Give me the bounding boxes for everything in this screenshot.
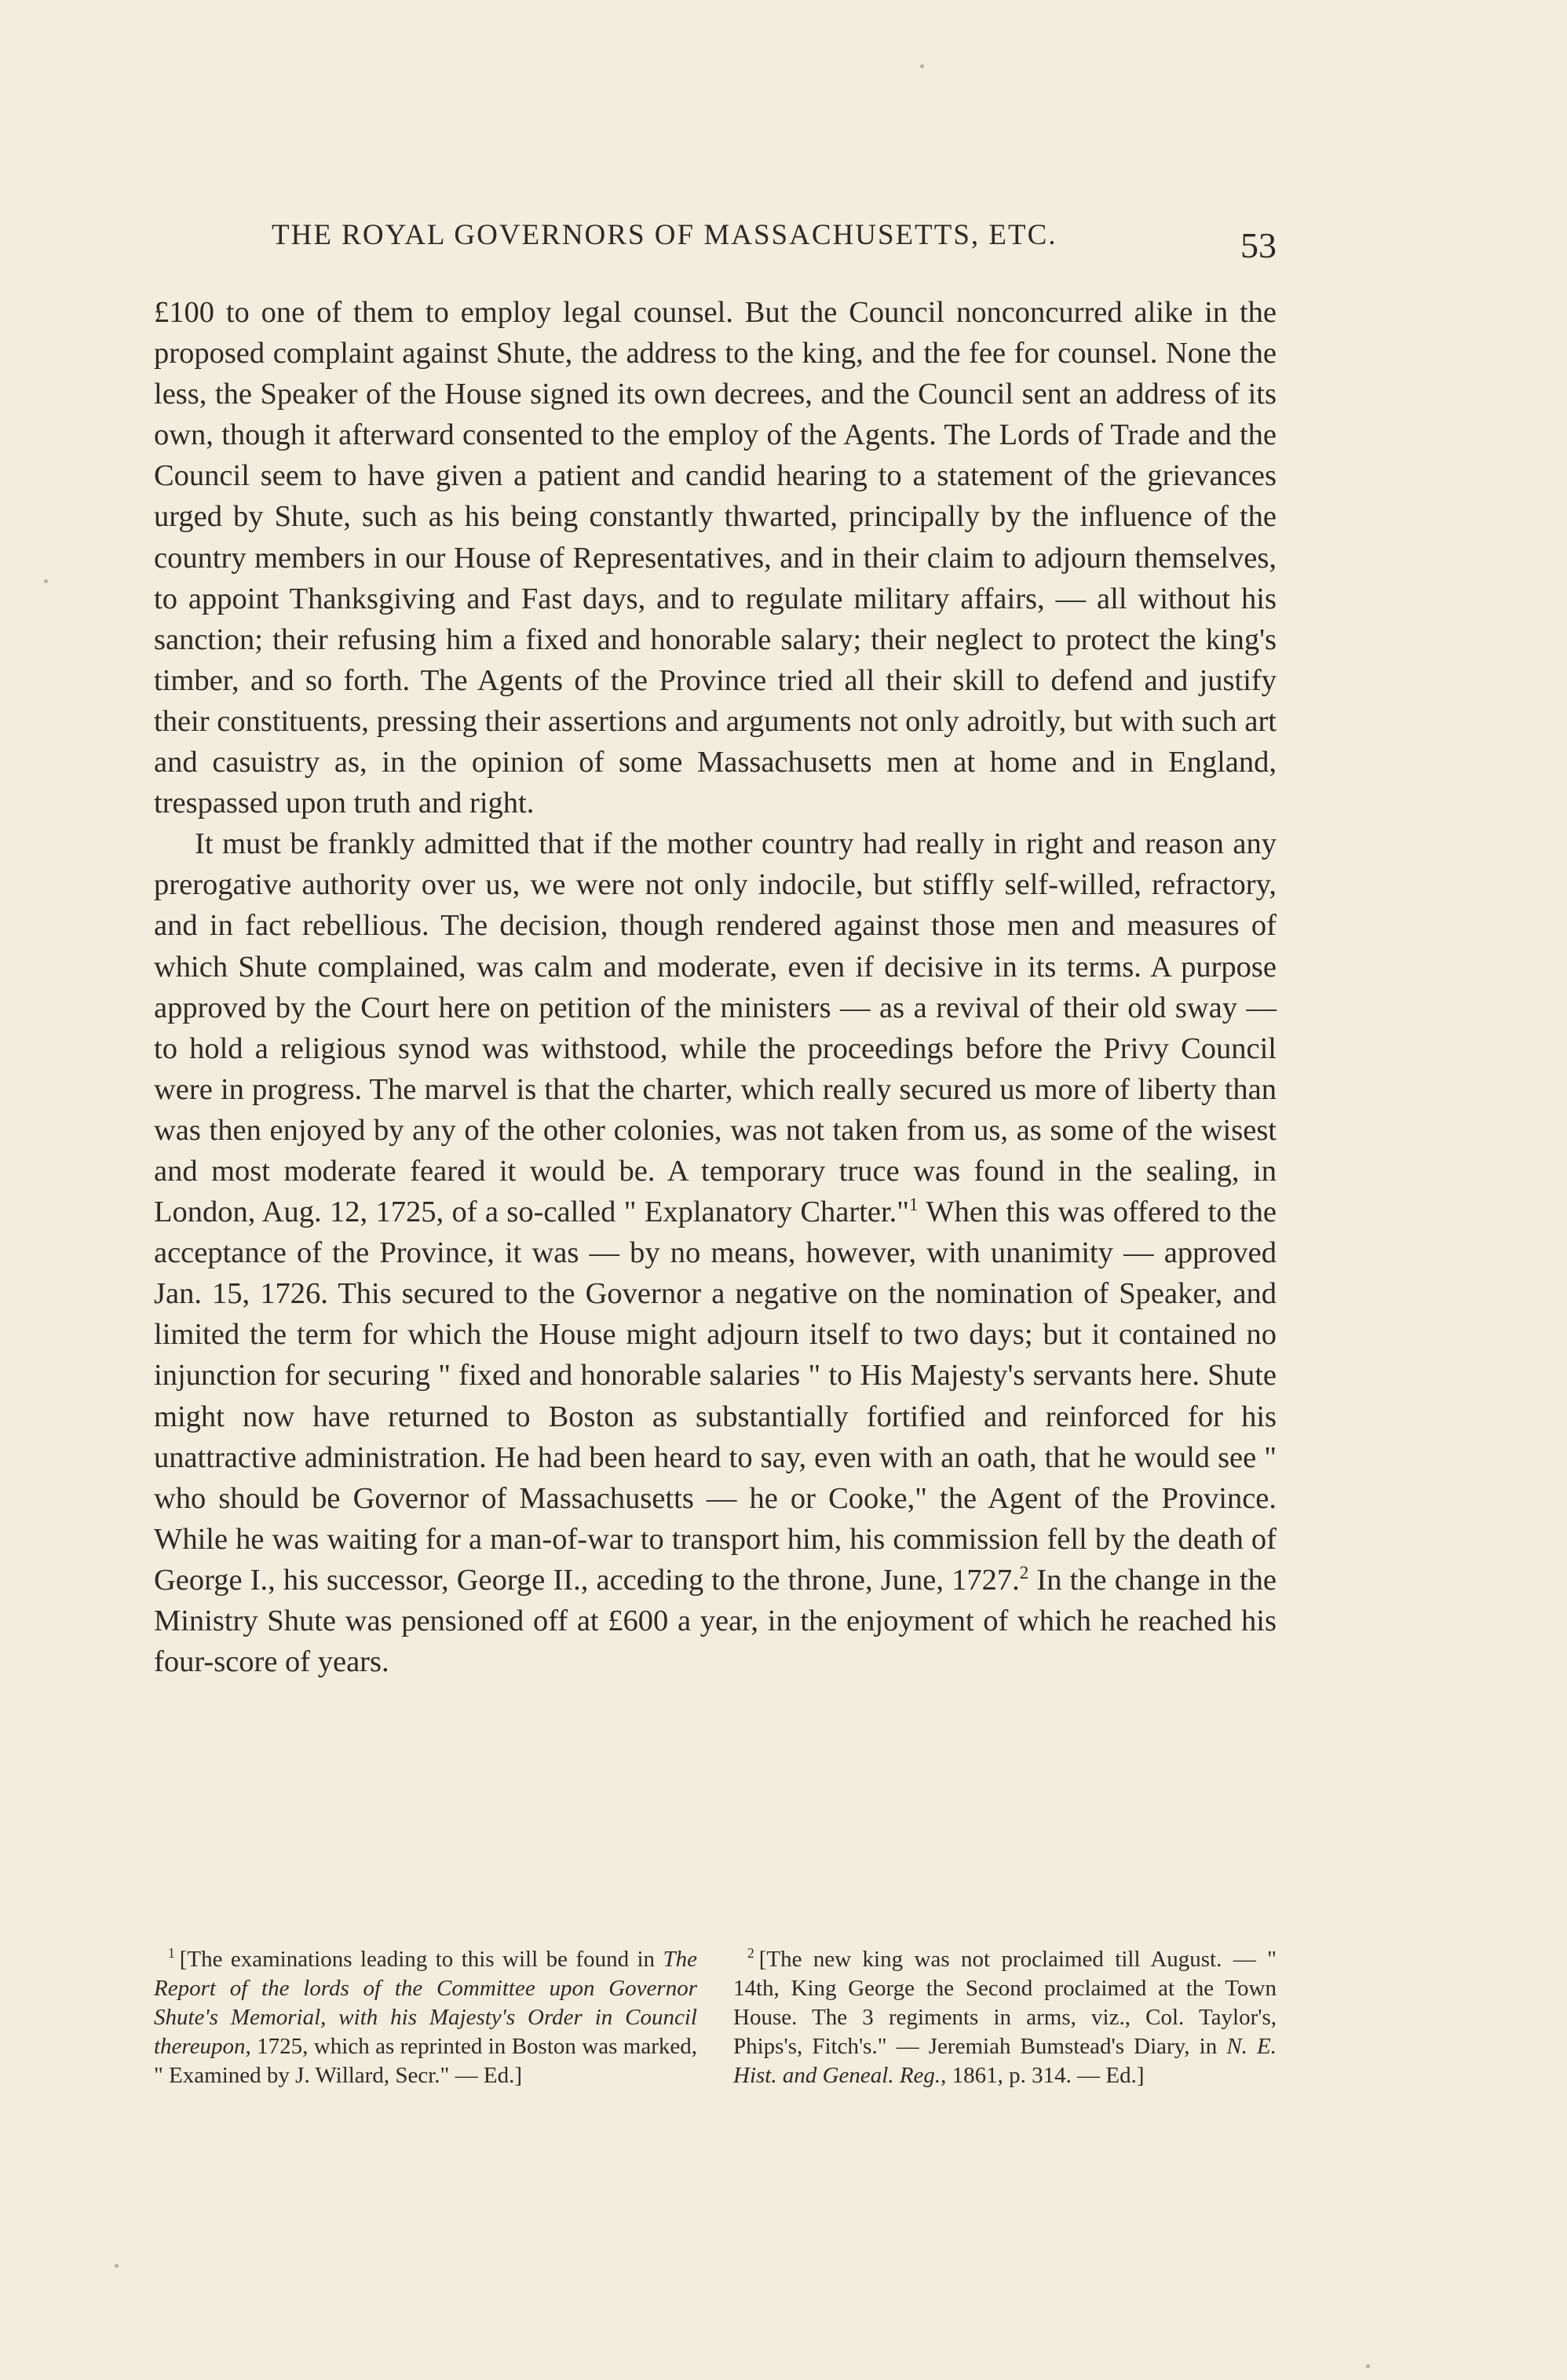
page-number: 53 [1240,225,1277,265]
paragraph-1: £100 to one of them to employ legal counsel. But the Council nonconcurred alike in the proposed complaint against Shute, the address to the king, and the fee for counsel. None the less, the Speaker of the House signed its own decrees, and the Council sent an address of its own, though it afterward consented to the employ of the Agents. The Lords of Trade and the Council seem to have given a patient and candid hearing to a statement of the grievances urged by Shute, such as his being constantly thwarted, principally by the influence of the country members in our House of Representatives, and in their claim to adjourn themselves, to appoint Thanksgiving and Fast days, and to regulate military affairs, — all without his sanction; their refusing him a fixed and honorable salary; their neglect to protect the king's timber, and so forth. The Agents of the Province tried all their skill to defend and justify their constituents, pressing their assertions and arguments not only adroitly, but with such art and casuistry as, in the opinion of some Massachusetts men at home and in England, trespassed upon truth and right. [154,296,1277,820]
running-title: THE ROYAL GOVERNORS OF MASSACHUSETTS, ETC. [272,219,1057,251]
footnote-1-mark: 1 [168,1945,175,1962]
paragraph-2-part-3: In the change in the Ministry Shute was pensioned off at £600 a year, in the enjoyment of which he reached his four-score of years. [154,1563,1277,1679]
paragraph-2-part-2: When this was offered to the acceptance of the Province, it was — by no means, however, with unanimity — approved Jan. 15, 1726. This secured to the Governor a negative on the nomination of Speaker, and limited the term for which the House might adjourn itself to two days; but it contained no injunction for securing " fixed and honorable salaries " to His Majesty's servants here. Shute might now have returned to Boston as substantially fortified and reinforced for his unattractive administration. He had been heard to say, even with an oath, that he would see " who should be Governor of Massachusetts — he or Cooke," the Agent of the Province. While he was waiting for a man-of-war to transport him, his commission fell by the death of George I., his successor, George II., acceding to the throne, June, 1727. [154,1195,1277,1597]
footnote-2 [733,1945,1277,2090]
body-text [154,292,1277,1682]
footnote-ref-2: 2 [1019,1562,1029,1583]
footnote-1 [154,1945,697,2090]
footnote-1-text-a: [The examinations leading to this will be found in [179,1947,663,1972]
footnote-1-title: The Report of the lords of the Committee upon Governor Shute's Memorial, with his Majesty's Order in Council thereupon [154,1947,697,2059]
paper-speck [44,579,48,583]
footnotes [154,1945,1277,2090]
footnote-2-text-a: [The new king was not proclaimed till August. — " 14th, King George the Second proclaimed at the Town House. The 3 regiments in arms, viz., Col. Taylor's, Phips's, Fitch's." — Jeremiah Bumstead's Diary, in [733,1947,1277,2059]
footnote-2-title: N. E. Hist. and Geneal. Reg. [733,2034,1277,2088]
footnote-ref-1: 1 [909,1194,919,1215]
paragraph-2-part-1: It must be frankly admitted that if the mother country had really in right and reason any prerogative authority over us, we were not only indocile, but stiffly self-willed, refractory, and in fact rebellious. The decision, though rendered against those men and measures of which Shute complained, was calm and moderate, even if decisive in its terms. A purpose approved by the Court here on petition of the ministers — as a revival of their old sway — to hold a religious synod was withstood, while the proceedings before the Privy Council were in progress. The marvel is that the charter, which really secured us more of liberty than was then enjoyed by any of the other colonies, was not taken from us, as some of the wisest and most moderate feared it would be. A temporary truce was found in the sealing, in London, Aug. 12, 1725, of a so-called " Explanatory Charter." [154,827,1277,1229]
footnote-2-text-b: , 1861, p. 314. — Ed.] [941,2063,1145,2088]
footnote-1-text-b: , 1725, which as reprinted in Boston was marked, " Examined by J. Willard, Secr." — Ed.] [154,2034,697,2088]
paper-speck [115,2264,119,2268]
paragraph-2 [154,823,1277,1682]
paper-speck [920,64,924,68]
running-header [154,218,1277,265]
paper-speck [1366,2364,1370,2368]
footnote-2-mark: 2 [747,1945,754,1962]
